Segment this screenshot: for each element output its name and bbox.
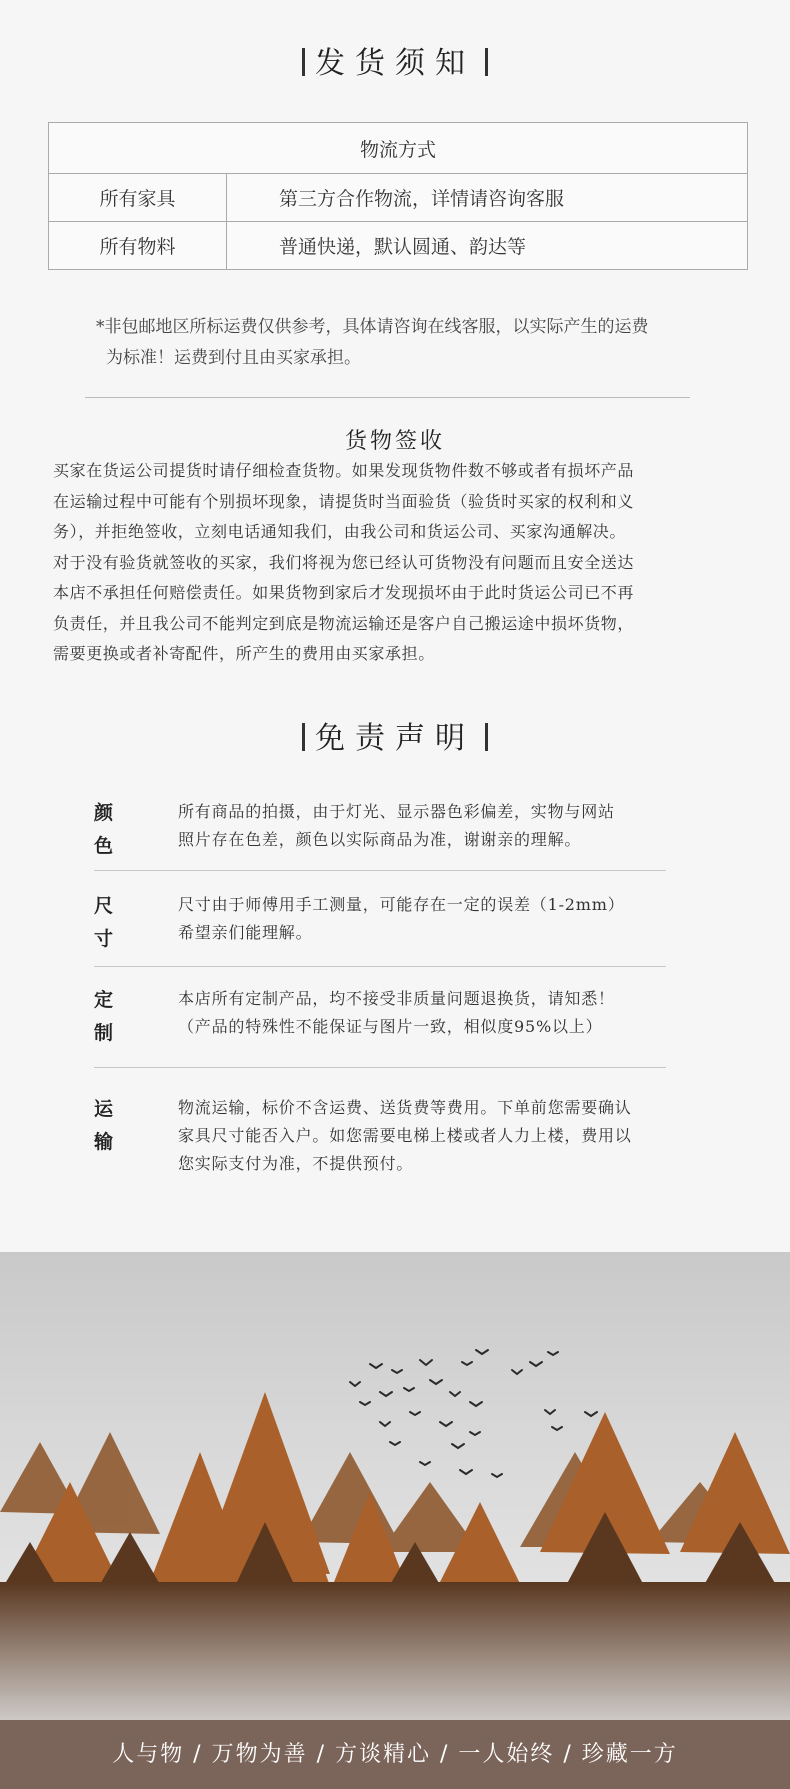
text-line: 希望亲们能理解。	[178, 923, 313, 942]
receipt-paragraph	[53, 456, 713, 670]
shipping-title-text: 发货须知	[315, 46, 475, 81]
key-char: 颜	[94, 802, 114, 824]
paragraph-line: 本店不承担任何赔偿责任。如果货物到家后才发现损坏由于此时货运公司已不再	[53, 583, 635, 602]
note-line: 为标准！运费到付且由买家承担。	[106, 348, 361, 368]
text-line: 尺寸由于师傅用手工测量，可能存在一定的误差（1-2mm）	[178, 895, 625, 914]
disclaimer-divider	[94, 870, 666, 871]
text-line: 照片存在色差，颜色以实际商品为准，谢谢亲的理解。	[178, 830, 582, 849]
logistics-table	[48, 122, 748, 270]
text-line: （产品的特殊性不能保证与图片一致，相似度95%以上）	[178, 1017, 603, 1036]
key-char: 制	[94, 1022, 114, 1044]
text-line: 物流运输，标价不含运费、送货费等费用。下单前您需要确认	[178, 1098, 632, 1117]
paragraph-line: 需要更换或者补寄配件，所产生的费用由买家承担。	[53, 644, 435, 663]
paragraph-line: 对于没有验货就签收的买家，我们将视为您已经认可货物没有问题而且安全送达	[53, 552, 635, 572]
table-row	[49, 222, 748, 270]
key-char: 色	[94, 835, 114, 857]
table-header-row	[49, 123, 748, 174]
table-cell-item: 所有物料	[49, 222, 227, 270]
fog-overlay	[0, 1582, 790, 1720]
paragraph-line: 买家在货运公司提货时请仔细检查货物。如果发现货物件数不够或者有损坏产品	[53, 461, 635, 480]
table-header: 物流方式	[49, 123, 748, 174]
paragraph-line: 在运输过程中可能有个别损坏现象，请提货时当面验货（验货时买家的权利和义	[53, 491, 635, 511]
disclaimer-key	[94, 890, 118, 956]
receipt-title: 货物签收	[344, 429, 445, 454]
disclaimer-title	[0, 713, 790, 757]
key-char: 定	[94, 989, 114, 1011]
birds	[350, 1350, 597, 1477]
title-bar-right	[485, 48, 488, 76]
key-char: 输	[94, 1131, 114, 1153]
disclaimer-text	[178, 985, 678, 1041]
disclaimer-divider	[94, 1067, 666, 1068]
disclaimer-text	[178, 891, 678, 947]
disclaimer-text	[178, 1094, 678, 1178]
table-cell-item: 所有家具	[49, 174, 227, 222]
text-line: 本店所有定制产品，均不接受非质量问题退换货，请知悉！	[178, 989, 615, 1008]
note-line: *非包邮地区所标运费仅供参考，具体请咨询在线客服，以实际产生的运费	[96, 317, 649, 337]
disclaimer-key	[94, 797, 118, 863]
text-line: 家具尺寸能否入户。如您需要电梯上楼或者人力上楼，费用以	[178, 1126, 632, 1145]
title-bar-right	[485, 723, 488, 751]
key-char: 寸	[94, 928, 114, 950]
title-bar-left	[302, 723, 305, 751]
disclaimer-key	[94, 1093, 118, 1159]
disclaimer-text	[178, 798, 678, 854]
disclaimer-divider	[94, 966, 666, 967]
title-bar-left	[302, 48, 305, 76]
shipping-note	[96, 312, 696, 374]
disclaimer-key	[94, 984, 118, 1050]
footer-slogan: 人与物 / 万物为善 / 方谈精心 / 一人始终 / 珍藏一方	[0, 1720, 790, 1789]
text-line: 您实际支付为准，不提供预付。	[178, 1154, 414, 1173]
paragraph-line: 务），并拒绝签收，立刻电话通知我们，由我公司和货运公司、买家沟通解决。	[53, 522, 627, 541]
shipping-title	[0, 38, 790, 82]
text-line: 所有商品的拍摄，由于灯光、显示器色彩偏差，实物与网站	[178, 802, 615, 821]
divider	[85, 397, 690, 398]
paragraph-line: 负责任，并且我公司不能判定到底是物流运输还是客户自己搬运途中损坏货物，	[53, 613, 635, 633]
forest-birds-image	[0, 1252, 790, 1720]
table-cell-method: 第三方合作物流，详情请咨询客服	[227, 174, 748, 222]
table-row	[49, 174, 748, 222]
key-char: 运	[94, 1098, 114, 1120]
disclaimer-title-text: 免责声明	[315, 721, 475, 756]
table-cell-method: 普通快递，默认圆通、韵达等	[227, 222, 748, 270]
key-char: 尺	[94, 895, 114, 917]
